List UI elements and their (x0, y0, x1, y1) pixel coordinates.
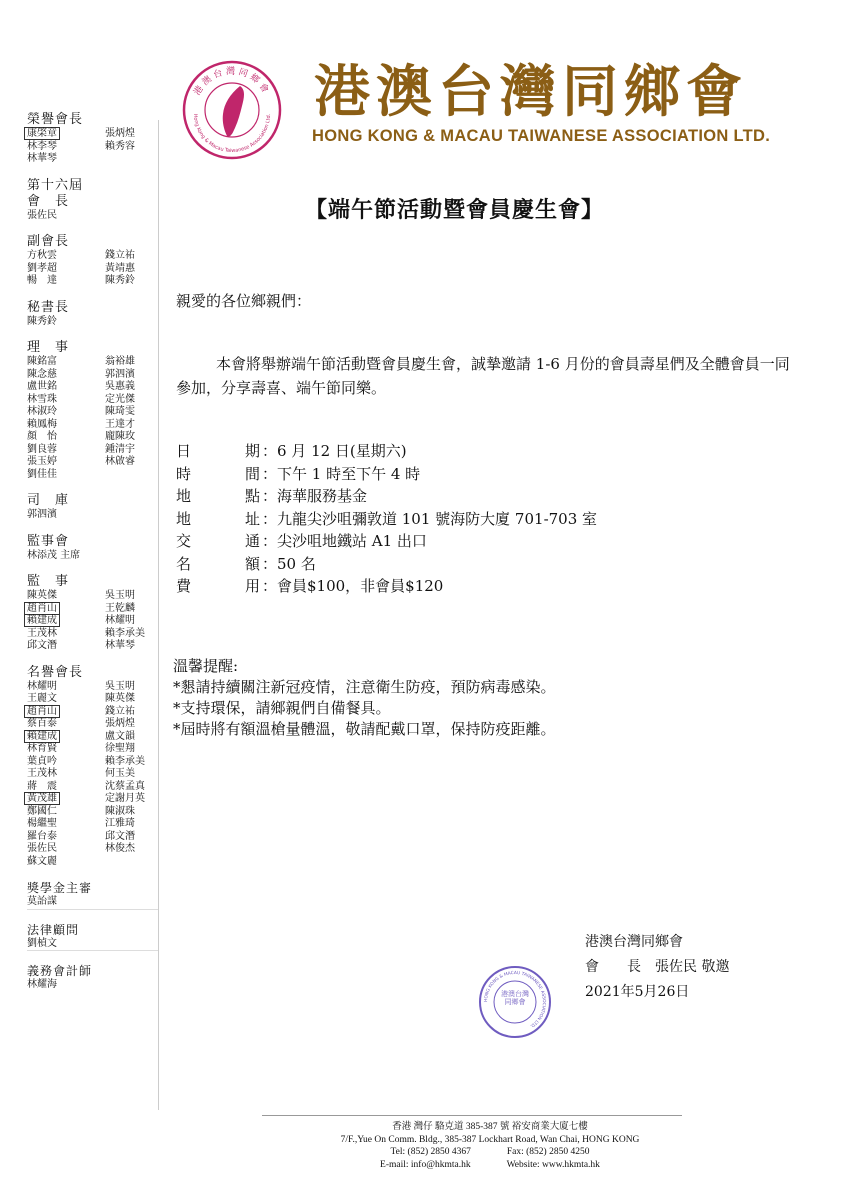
stamp-ring-text: HONG KONG & MACAU TAIWANESE ASSOCIATION LTD. (483, 970, 547, 1029)
detail-label-char: 日 (176, 442, 192, 460)
detail-value: ：海華服務基金 (262, 487, 368, 505)
reminder-item: *懇請持續關注新冠疫情，注意衛生防疫，預防病毒感染。 (173, 678, 556, 696)
name: 顏 怡 (27, 431, 57, 442)
sec-honorary-chair (27, 112, 159, 166)
name: 翁裕雄 (105, 356, 135, 367)
name: 陳英傑 (27, 590, 57, 601)
name: 蔣 震 (27, 780, 57, 792)
name-row (27, 550, 159, 563)
name-row (27, 743, 159, 756)
name: 劉佳佳 (27, 468, 57, 480)
sec-title: 名譽會長 (27, 664, 84, 680)
sec-chair-16 (27, 178, 159, 223)
sec-title: 第十六屆 (27, 177, 84, 193)
name-row (27, 856, 159, 869)
sec-directors (27, 340, 159, 481)
name: 吳玉明 (105, 590, 135, 601)
sec-title: 榮譽會長 (27, 112, 84, 127)
name-row (27, 419, 159, 432)
name-row (27, 756, 159, 769)
name: 王麗文 (27, 693, 57, 704)
sec-legal (27, 922, 159, 952)
name: 王達才 (105, 418, 135, 430)
reminder-item: *屆時將有額溫槍量體溫，敬請配戴口罩，保持防疫距離。 (173, 720, 556, 738)
name-row (27, 896, 159, 909)
name: 賴建成 (24, 614, 60, 627)
name: 張佐民 (27, 209, 57, 221)
name-row (27, 615, 159, 628)
sec-title: 會 長 (27, 193, 70, 209)
name-row (27, 979, 159, 992)
event-details (176, 440, 597, 598)
name: 康棨章 (24, 127, 60, 140)
name-row (27, 250, 159, 263)
name-row (27, 731, 159, 744)
taiwan-island-icon (223, 86, 244, 137)
name: 莫詒謀 (27, 896, 57, 907)
name-row (27, 628, 159, 641)
detail-row (176, 485, 597, 508)
name: 林耀海 (27, 979, 57, 990)
name: 鄭國仁 (27, 805, 57, 817)
name: 張佐民 (27, 843, 57, 854)
name: 邱文潛 (105, 830, 135, 842)
detail-label-char: 用 (244, 577, 260, 595)
detail-label (176, 508, 262, 531)
svg-text:港澳台灣同鄉會 (191, 65, 273, 97)
official-stamp (478, 965, 552, 1039)
name-row (27, 706, 159, 719)
reminder-item: *支持環保，請鄉親們自備餐具。 (173, 699, 391, 717)
name: 林淑玲 (27, 406, 57, 417)
name: 王乾麟 (105, 602, 135, 614)
name: 陳秀鈴 (27, 315, 57, 327)
name: 賴李承美 (105, 755, 145, 767)
name: 劉孝超 (27, 262, 57, 274)
footer-address-cn: 香港 灣仔 駱克道 385-387 號 裕安商業大廈七樓 (392, 1122, 588, 1132)
name: 黃靖惠 (105, 262, 135, 274)
sec-title: 監 事 (27, 574, 70, 589)
name: 盧文韻 (105, 730, 135, 742)
detail-value: ：下午 1 時至下午 4 時 (262, 464, 421, 483)
seal-text-cn: 港澳台灣同鄉會 (192, 67, 272, 98)
name: 王茂林 (27, 768, 57, 779)
name: 錢立祐 (105, 250, 135, 261)
name: 王茂林 (27, 627, 57, 639)
footer-divider (262, 1115, 682, 1116)
sec-scholarship (27, 880, 159, 910)
signature-line (585, 955, 729, 980)
name: 賴李承美 (105, 627, 145, 639)
footer (200, 1121, 780, 1171)
name: 郭泗濱 (27, 509, 57, 520)
name: 張炳煌 (105, 128, 135, 139)
detail-value: ：6 月 12 日(星期六) (262, 442, 407, 460)
name: 林俊杰 (105, 843, 135, 854)
sec-vice-chair (27, 234, 159, 288)
detail-label-char: 額 (244, 554, 260, 573)
signature-date: 2021年5月26日 (585, 984, 690, 1000)
name-row (27, 456, 159, 469)
sec-accountant (27, 963, 159, 992)
detail-row (176, 575, 597, 598)
name: 吳玉明 (105, 680, 135, 692)
detail-label-char: 地 (176, 509, 192, 528)
detail-row (176, 553, 597, 576)
name-row (27, 693, 159, 706)
name: 蔡百泰 (27, 718, 57, 729)
seal-text-en: Hong Kong & Macau Taiwanese Association Ltd. (191, 113, 273, 155)
name: 江雅琦 (105, 818, 135, 829)
name-row (27, 394, 159, 407)
name: 陳銘富 (27, 356, 57, 367)
sec-title: 副會長 (27, 234, 70, 249)
detail-label-char: 交 (176, 532, 192, 550)
detail-row (176, 530, 597, 553)
name-row (27, 768, 159, 781)
sidebar-committee (27, 112, 159, 1004)
name-row (27, 316, 159, 329)
name: 郭泗濱 (105, 368, 135, 380)
signature-org: 港澳台灣同鄉會 (585, 934, 683, 950)
sidebar-divider (158, 120, 159, 1110)
detail-label (176, 553, 262, 576)
detail-label (176, 530, 262, 553)
sec-title: 司 庫 (27, 493, 70, 508)
detail-row (176, 508, 597, 531)
signature-block (585, 930, 729, 1005)
name-row (27, 210, 159, 223)
name: 葉貞吟 (27, 755, 57, 767)
name-row (27, 806, 159, 819)
stamp-center-text: 港澳台灣同鄉會 (501, 990, 529, 1006)
sec-title: 獎學金主審 (27, 881, 93, 895)
name-row (27, 128, 159, 141)
name: 林華琴 (27, 153, 57, 164)
org-name-cn: 港澳台灣同鄉會 (314, 59, 748, 125)
detail-label (176, 485, 262, 508)
name-row (27, 356, 159, 369)
detail-row (176, 463, 597, 486)
name: 沈蔡孟真 (105, 780, 145, 792)
footer-fax: Fax: (852) 2850 4250 (506, 1147, 590, 1157)
name-row (27, 141, 159, 154)
sec-supervisory (27, 534, 159, 563)
name-row (27, 444, 159, 457)
name: 林李琴 (27, 140, 57, 152)
name: 定謝月英 (105, 793, 145, 804)
signature-role: 會 長 (585, 959, 641, 975)
name: 蘇文麗 (27, 855, 57, 867)
name: 陳淑珠 (105, 805, 135, 817)
name-row (27, 843, 159, 856)
name-row (27, 938, 159, 951)
name: 方秋雲 (27, 250, 57, 261)
detail-label-char: 費 (176, 577, 192, 595)
sec-title: 秘書長 (27, 299, 70, 315)
detail-label-char: 間 (244, 464, 260, 483)
sec-secretary (27, 300, 159, 329)
sec-title: 監事會 (27, 533, 70, 549)
name: 羅台泰 (27, 830, 57, 842)
association-seal-logo (180, 58, 284, 162)
name: 趙肖山 (24, 705, 60, 718)
name: 林耀明 (27, 680, 57, 692)
sec-title: 理 事 (27, 340, 70, 355)
name: 楊繼聖 (27, 818, 57, 829)
name-row (27, 469, 159, 482)
name: 錢立祐 (105, 705, 135, 717)
name: 邱文潛 (27, 640, 57, 651)
name: 暢 達 (27, 275, 57, 286)
name: 吳惠義 (105, 381, 135, 392)
footer-address-en: 7/F.,Yue On Comm. Bldg., 385-387 Lockhart Road, Wan Chai, HONG KONG (340, 1134, 640, 1145)
name-row (27, 831, 159, 844)
name-row (27, 381, 159, 394)
detail-label (176, 440, 262, 463)
detail-row (176, 440, 597, 463)
name-row (27, 406, 159, 419)
document-title: 【端午節活動暨會員慶生會】 (305, 197, 605, 223)
detail-label-char: 期 (244, 442, 260, 460)
name-row (27, 431, 159, 444)
name: 陳念慈 (27, 368, 57, 380)
detail-label-char: 址 (244, 509, 260, 528)
detail-label (176, 463, 262, 486)
detail-label (176, 575, 262, 598)
name: 趙肖山 (24, 602, 60, 615)
name: 陳琦雯 (105, 406, 135, 417)
sec-supervisors (27, 574, 159, 653)
detail-label-char: 通 (244, 532, 260, 550)
name: 張玉婷 (27, 456, 57, 467)
name: 定光傑 (105, 393, 135, 405)
name-row (27, 275, 159, 288)
name: 林添茂 主席 (27, 549, 81, 561)
sec-title: 法律顧問 (27, 922, 80, 937)
name-row (27, 153, 159, 166)
name: 林雪珠 (27, 393, 57, 405)
sec-title: 義務會計師 (27, 964, 93, 978)
signature-name: 張佐民 敬邀 (655, 959, 730, 975)
name-row (27, 590, 159, 603)
detail-label-char: 名 (176, 554, 192, 573)
name: 劉楨文 (27, 937, 57, 949)
name-row (27, 818, 159, 831)
name-row (27, 681, 159, 694)
name: 徐聖翔 (105, 743, 135, 754)
greeting: 親愛的各位鄉親們： (176, 292, 312, 310)
name: 陳英傑 (105, 693, 135, 704)
name: 龐陳玫 (105, 431, 135, 442)
detail-value: ：尖沙咀地鐵站 A1 出口 (262, 532, 427, 550)
reminder-block (173, 656, 556, 740)
name-row (27, 718, 159, 731)
name: 林育賢 (27, 743, 57, 754)
name: 賴鳳梅 (27, 418, 57, 430)
intro-paragraph: 本會將舉辦端午節活動暨會員慶生會，誠摯邀請 1-6 月份的會員壽星們及全體會員一同參加，分享壽喜、端午節同樂。 (176, 355, 790, 397)
name: 賴建成 (24, 730, 60, 743)
name: 何玉美 (105, 768, 135, 779)
name: 陳秀鈴 (105, 275, 135, 286)
name-row (27, 793, 159, 806)
name-row (27, 640, 159, 653)
name: 張炳煌 (105, 718, 135, 729)
sec-treasurer (27, 493, 159, 522)
detail-value: ：會員$100，非會員$120 (262, 577, 444, 595)
detail-label-char: 點 (244, 487, 260, 505)
name: 賴秀容 (105, 140, 135, 152)
name: 黃茂雄 (24, 792, 60, 805)
name: 林啟睿 (105, 456, 135, 467)
detail-label-char: 地 (176, 487, 192, 505)
detail-value: ：50 名 (262, 554, 316, 573)
footer-tel: Tel: (852) 2850 4367 (390, 1147, 471, 1157)
name: 林華琴 (105, 640, 135, 651)
name-row (27, 263, 159, 276)
name: 林耀明 (105, 615, 135, 626)
sec-emeritus (27, 665, 159, 869)
name-row (27, 509, 159, 522)
detail-label-char: 時 (176, 464, 192, 483)
footer-website: Website: www.hkmta.hk (506, 1159, 600, 1170)
name: 劉良蓉 (27, 443, 57, 455)
detail-value: ：九龍尖沙咀彌敦道 101 號海防大廈 701-703 室 (262, 509, 598, 528)
name-row (27, 369, 159, 382)
name: 鍾清宇 (105, 443, 135, 455)
name: 盧世銘 (27, 381, 57, 392)
org-name-en: HONG KONG & MACAU TAIWANESE ASSOCIATION LTD. (312, 127, 771, 145)
footer-email: E-mail: info@hkmta.hk (380, 1159, 471, 1170)
reminder-title: 溫馨提醒: (173, 657, 239, 675)
